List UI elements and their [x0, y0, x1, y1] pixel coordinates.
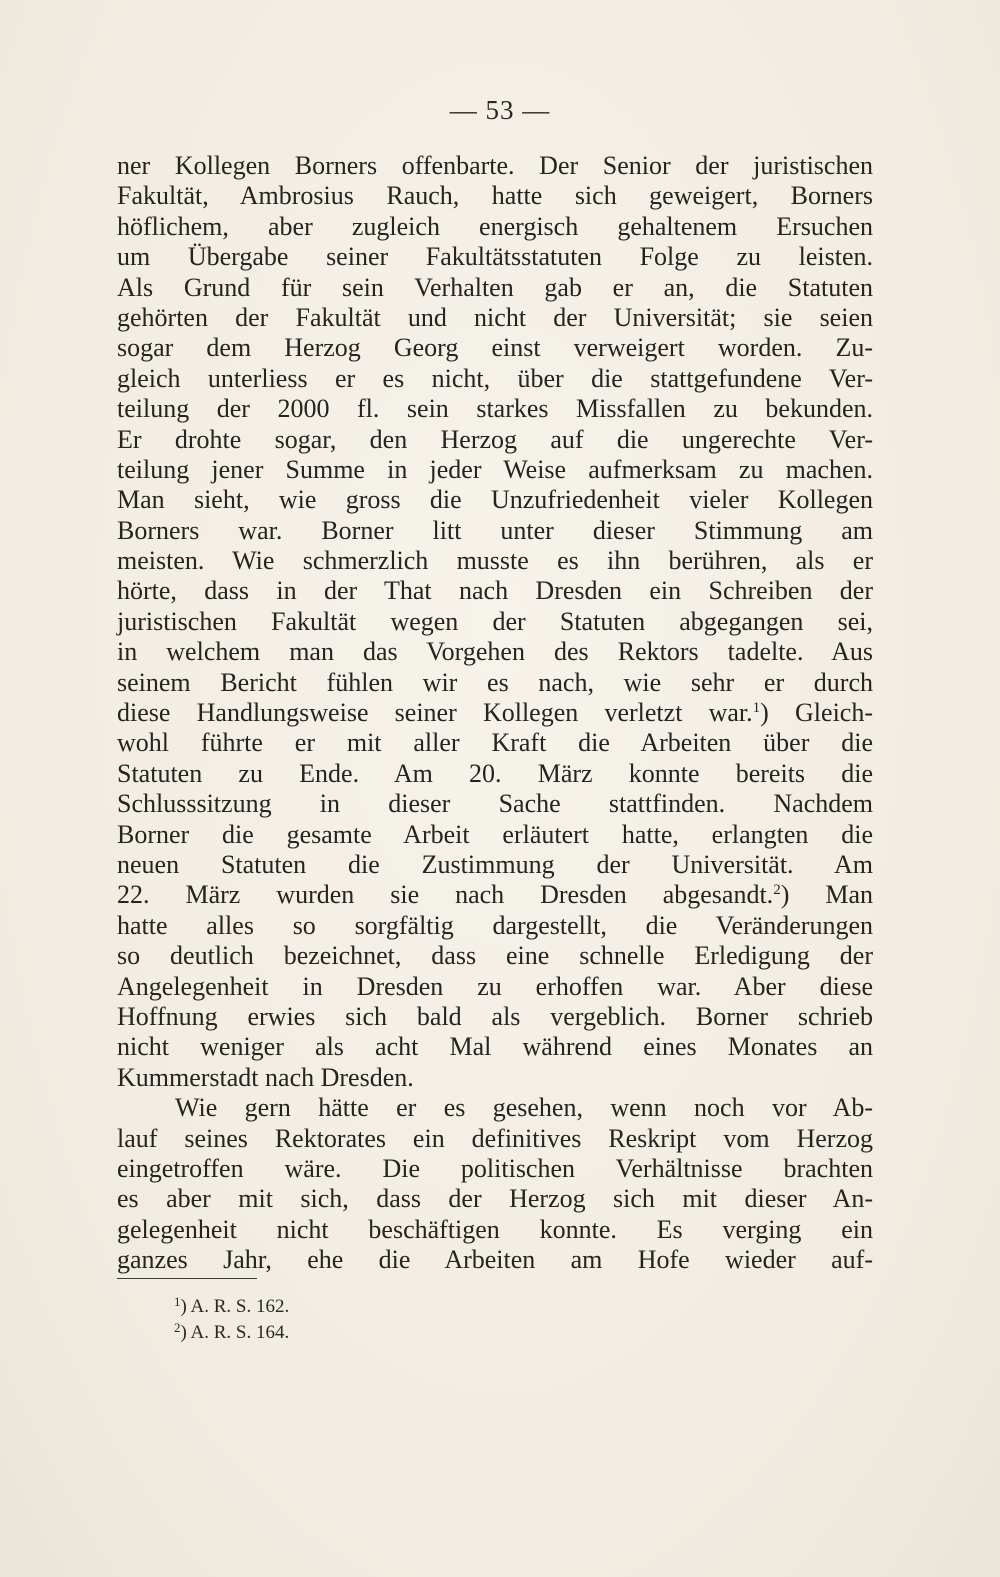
- line-text: 22. März wurden sie nach Dresden abgesandt.: [117, 880, 774, 910]
- text-line: nicht weniger als acht Mal während eines Monates an: [117, 1032, 873, 1062]
- text-line: hörte, dass in der That nach Dresden ein Schreiben der: [117, 576, 873, 606]
- text-line: ner Kollegen Borners offenbarte. Der Senior der juristischen: [117, 151, 873, 180]
- text-line: eingetroffen wäre. Die politischen Verhältnisse brachten: [117, 1153, 873, 1183]
- text-line: wohl führte er mit aller Kraft die Arbeiten über die: [117, 728, 873, 758]
- text-line: Statuten zu Ende. Am 20. März konnte bereits die: [117, 758, 873, 788]
- footnote-text: ) A. R. S. 162.: [180, 1296, 290, 1317]
- text-line: Borners war. Borner litt unter dieser Stimmung am: [117, 515, 873, 545]
- footnote-number: 1: [174, 1294, 181, 1309]
- text-line: Man sieht, wie gross die Unzufriedenheit vieler Kollegen: [117, 485, 873, 515]
- text-line: Borner die gesamte Arbeit erläutert hatte, erlangten die: [117, 819, 873, 849]
- footnote-divider: [117, 1278, 257, 1279]
- text-line: gehörten der Fakultät und nicht der Universität; sie seien: [117, 302, 873, 332]
- footnote: [174, 1294, 574, 1320]
- text-line: höflichem, aber zugleich energisch gehaltenem Ersuchen: [117, 211, 873, 241]
- text-line: gelegenheit nicht beschäftigen konnte. Es verging ein: [117, 1214, 873, 1244]
- text-line: in welchem man das Vorgehen des Rektors tadelte. Aus: [117, 637, 873, 667]
- text-line: es aber mit sich, dass der Herzog sich mit dieser An-: [117, 1184, 873, 1214]
- text-line: Hoffnung erwies sich bald als vergeblich. Borner schrieb: [117, 1001, 873, 1031]
- text-line: seinem Bericht fühlen wir es nach, wie sehr er durch: [117, 667, 873, 697]
- footnote-marker: 1: [752, 700, 761, 717]
- text-line: Wie gern hätte er es gesehen, wenn noch vor Ab-: [175, 1093, 873, 1123]
- text-line: lauf seines Rektorates ein definitives Reskript vom Herzog: [117, 1123, 873, 1153]
- text-line: teilung jener Summe in jeder Weise aufmerksam zu machen.: [117, 454, 873, 484]
- text-line-with-footnote: diese Handlungsweise seiner Kollegen verletzt war.$^1$) Gleich-: [117, 698, 873, 728]
- text-line: Schlusssitzung in dieser Sache stattfinden. Nachdem: [117, 789, 873, 819]
- text-line: Er drohte sogar, den Herzog auf die ungerechte Ver-: [117, 424, 873, 454]
- text-line: ganzes Jahr, ehe die Arbeiten am Hofe wieder auf-: [117, 1245, 873, 1275]
- text-line: meisten. Wie schmerzlich musste es ihn berühren, als er: [117, 546, 873, 576]
- footnote: [174, 1320, 574, 1346]
- line-tail: Man: [789, 880, 873, 910]
- text-line: Angelegenheit in Dresden zu erhoffen war. Aber diese: [117, 971, 873, 1001]
- text-line: neuen Statuten die Zustimmung der Universität. Am: [117, 849, 873, 879]
- footnote-marker: 2: [773, 882, 781, 899]
- text-line: hatte alles so sorgfältig dargestellt, die Veränderungen: [117, 910, 873, 940]
- footnotes: [174, 1294, 574, 1346]
- text-line: Fakultät, Ambrosius Rauch, hatte sich geweigert, Borners: [117, 181, 873, 211]
- page-number: — 53 —: [449, 95, 551, 125]
- text-line: juristischen Fakultät wegen der Statuten abgegangen sei,: [117, 606, 873, 636]
- text-line: teilung der 2000 fl. sein starkes Missfallen zu bekunden.: [117, 394, 873, 424]
- text-line: gleich unterliess er es nicht, über die stattgefundene Ver-: [117, 363, 873, 393]
- text-line: sogar dem Herzog Georg einst verweigert worden. Zu-: [117, 333, 873, 363]
- body-text: [117, 151, 873, 1275]
- text-line-with-footnote: 22. März wurden sie nach Dresden abgesandt.$^2$) Man: [117, 880, 873, 910]
- text-line: so deutlich bezeichnet, dass eine schnelle Erledigung der: [117, 941, 873, 971]
- text-line: um Übergabe seiner Fakultätsstatuten Folge zu leisten.: [117, 242, 873, 272]
- text-line: Kummerstadt nach Dresden.: [117, 1062, 414, 1092]
- footnote-number: 2: [174, 1320, 181, 1335]
- footnote-text: ) A. R. S. 164.: [180, 1322, 290, 1343]
- text-line: Als Grund für sein Verhalten gab er an, die Statuten: [117, 272, 873, 302]
- line-tail: Gleich-: [768, 698, 873, 728]
- line-text: diese Handlungsweise seiner Kollegen verletzt war.: [117, 698, 753, 728]
